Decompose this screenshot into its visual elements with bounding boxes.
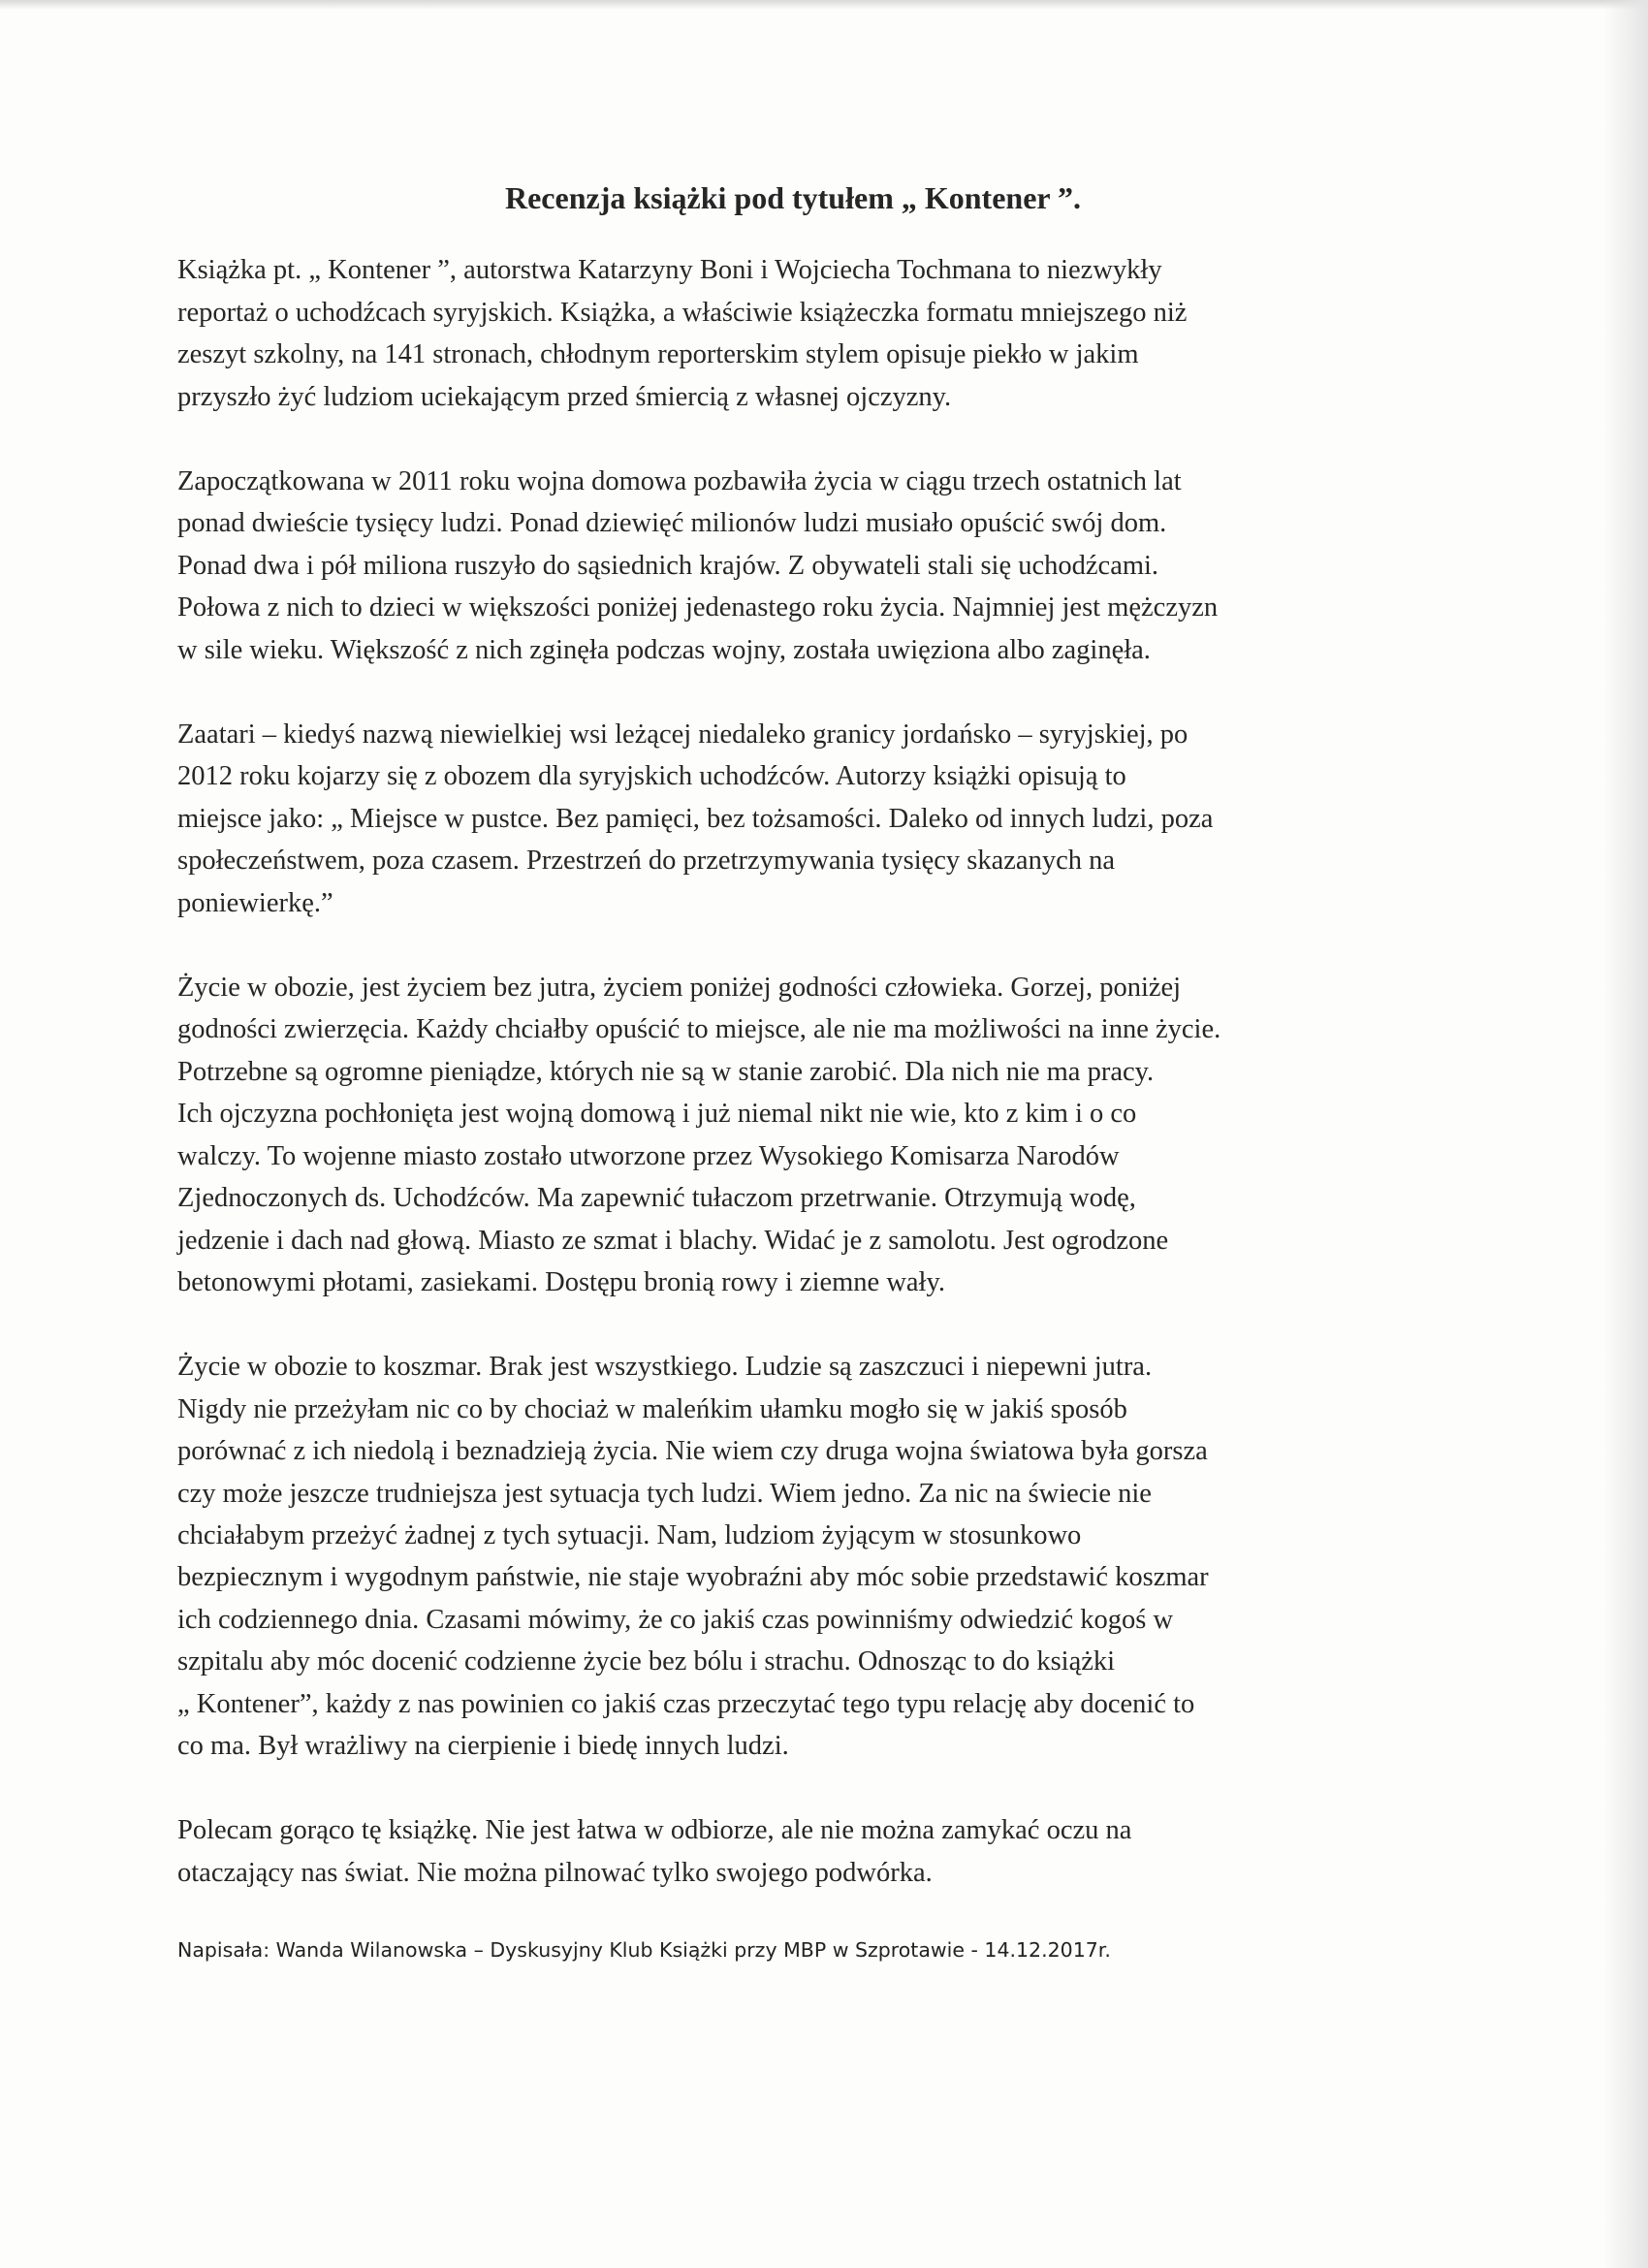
scan-edge-right xyxy=(1603,0,1648,2268)
review-title: Recenzja książki pod tytułem „ Kontener ”. xyxy=(504,180,1082,215)
signature-line: Napisała: Wanda Wilanowska – Dyskusyjny Klub Książki przy MBP w Szprotawie - 14.12.2017r. xyxy=(177,1938,1111,1963)
paragraph-intro: Książka pt. „ Kontener ”, autorstwa Katarzyny Boni i Wojciecha Tochmana to niezwykły reportaż o uchodźcach syryjskich. Książka, a właściwie książeczka formatu mniejszego niż zeszyt szkolny, na 141 stronach, chłodnym reporterskim stylem opisuje piekło w jakim przyszło żyć ludziom uciekającym przed śmiercią z własnej ojczyzny. xyxy=(177,255,1188,412)
paragraph-recommendation: Polecam gorąco tę książkę. Nie jest łatwa w odbiorze, ale nie można zamykać oczu na otaczający nas świat. Nie można pilnować tylko swojego podwórka. xyxy=(177,1815,1132,1888)
paragraph-war: Zapoczątkowana w 2011 roku wojna domowa pozbawiła życia w ciągu trzech ostatnich lat ponad dwieście tysięcy ludzi. Ponad dziewięć milionów ludzi musiało opuścić swój dom. Ponad dwa i pół miliona ruszyło do sąsiednich krajów. Z obywateli stali się uchodźcami. Połowa z nich to dzieci w większości poniżej jedenastego roku życia. Najmniej jest mężczyzn w sile wieku. Większość z nich zginęła podczas wojny, została uwięziona albo zaginęła. xyxy=(177,466,1219,665)
scan-edge-top xyxy=(0,0,1648,10)
review-content xyxy=(177,179,1447,1964)
paragraph-reflection: Życie w obozie to koszmar. Brak jest wszystkiego. Ludzie są zaszczuci i niepewni jutra. Nigdy nie przeżyłam nic co by chociaż w maleńkim ułamku mogło się w jakiś sposób porównać z ich niedolą i beznadzieją życia. Nie wiem czy druga wojna światowa była gorsza czy może jeszcze trudniejsza jest sytuacja tych ludzi. Wiem jedno. Za nic na świecie nie chciałabym przeżyć żadnej z tych sytuacji. Nam, ludziom żyjącym w stosunkowo bezpiecznym i wygodnym państwie, nie staje wyobraźni aby móc sobie przedstawić koszmar ich codziennego dnia. Czasami mówimy, że co jakiś czas powinniśmy odwiedzić kogoś w szpitalu aby móc docenić codzienne życie bez bólu i strachu. Odnosząc to do książki „ Kontener”, każdy z nas powinien co jakiś czas przeczytać tego typu relację aby docenić to co ma. Był wrażliwy na cierpienie i biedę innych ludzi. xyxy=(177,1352,1209,1761)
paragraph-camp-life: Życie w obozie, jest życiem bez jutra, życiem poniżej godności człowieka. Gorzej, poniżej godności zwierzęcia. Każdy chciałby opuścić to miejsce, ale nie ma możliwości na inne życie. Potrzebne są ogromne pieniądze, których nie są w stanie zarobić. Dla nich nie ma pracy. Ich ojczyzna pochłonięta jest wojną domową i już niemal nikt nie wie, kto z kim i o co walczy. To wojenne miasto zostało utworzone przez Wysokiego Komisarza Narodów Zjednoczonych ds. Uchodźców. Ma zapewnić tułaczom przetrwanie. Otrzymują wodę, jedzenie i dach nad głową. Miasto ze szmat i blachy. Widać je z samolotu. Jest ogrodzone betonowymi płotami, zasiekami. Dostępu bronią rowy i ziemne wały. xyxy=(177,973,1221,1297)
paragraph-zaatari: Zaatari – kiedyś nazwą niewielkiej wsi leżącej niedaleko granicy jordańsko – syryjskiej, po 2012 roku kojarzy się z obozem dla syryjskich uchodźców. Autorzy książki opisują to miejsce jako: „ Miejsce w pustce. Bez pamięci, bez tożsamości. Daleko od innych ludzi, poza społeczeństwem, poza czasem. Przestrzeń do przetrzymywania tysięcy skazanych na poniewierkę.” xyxy=(177,719,1214,918)
